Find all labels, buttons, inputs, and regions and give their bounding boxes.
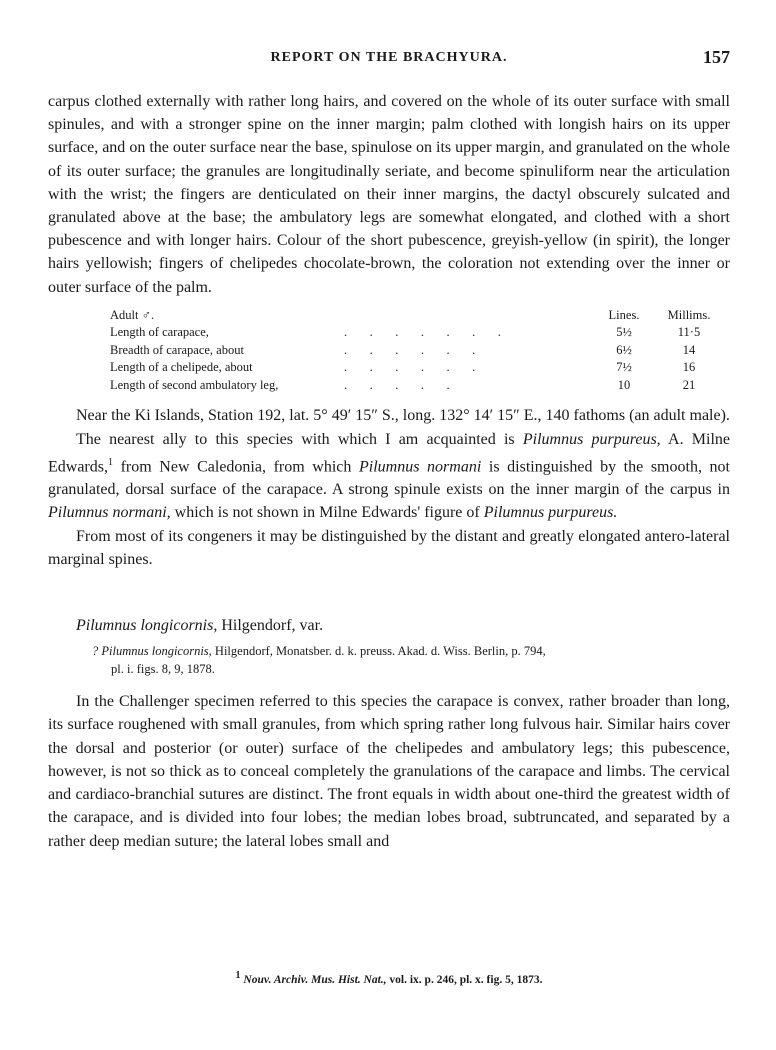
measurement-millims: 16 — [682, 360, 696, 375]
text-run: which is not shown in Milne Edwards' figure of — [170, 504, 484, 522]
measurement-row: Length of a chelipede, about . . . . . . 7½ 16 — [110, 359, 719, 377]
measurement-label: Length of second ambulatory leg, — [110, 377, 279, 392]
measurement-lines: 5½ — [616, 325, 632, 340]
text-run: The nearest ally to this species with which I am acquainted is — [76, 430, 523, 448]
measurement-lines: 7½ — [616, 360, 632, 375]
species-name: Pilumnus normani, — [48, 504, 171, 522]
measurement-header-row — [110, 307, 719, 325]
measurement-label: Length of carapace, — [110, 325, 209, 340]
measurement-lines: 10 — [617, 377, 631, 392]
measurement-row: Breadth of carapace, about . . . . . . 6½ 14 — [110, 342, 719, 360]
footnote — [48, 970, 730, 986]
measurement-millims: 21 — [682, 377, 696, 392]
species-heading — [76, 614, 730, 637]
footnote-mark: 1 — [235, 970, 241, 981]
measurement-head-label: Adult ♂. — [110, 307, 155, 322]
footnote-citation: vol. ix. p. 246, pl. x. fig. 5, 1873. — [386, 973, 543, 986]
paragraph-challenger-specimen: In the Challenger specimen referred to this species the carapace is convex, rather broader than long, its surface roughened with small granules, from which spring rather long fulvous hair. Similar hairs cover the dorsal and posterior (or outer) surface of the chelipedes and ambulatory legs; this pubescence, however, is not so thick as to conceal completely the granulations of the carapace and limbs. The cervical and cardiaco-branchial sutures are distinct. The front equals in width about one-third the greatest width of the carapace, and is divided into four lobes; the median lobes broad, subtruncated, and separated by a rather deep median suture; the lateral lobes small and — [48, 693, 730, 850]
paragraph-congeners: From most of its congeners it may be distinguished by the distant and greatly elongated antero-lateral marginal spines. — [48, 527, 730, 568]
species-heading-name: Pilumnus longicornis, — [76, 617, 218, 635]
measurement-label: Breadth of carapace, about — [110, 342, 244, 357]
synonym-citation-cont: pl. i. figs. 8, 9, 1878. — [111, 661, 215, 676]
measurement-lines: 6½ — [616, 342, 632, 357]
text-run: from New Caledonia, from which — [112, 458, 359, 476]
measurement-millims: 14 — [682, 342, 696, 357]
measurement-row: Length of second ambulatory leg, . . . . . 10 21 — [110, 377, 719, 395]
body-text — [48, 90, 730, 853]
footnote-journal: Nouv. Archiv. Mus. Hist. Nat., — [243, 973, 387, 986]
paragraph-locality: Near the Ki Islands, Station 192, lat. 5° 49′ 15″ S., long. 132° 14′ 15″ E., 140 fathoms (an adult male). — [76, 407, 730, 425]
column-header-lines: Lines. — [608, 307, 640, 322]
species-heading-author: Hilgendorf, var. — [217, 617, 324, 635]
synonymy-entry — [92, 643, 730, 678]
footnote-ref: 1 — [107, 456, 113, 468]
paragraph-description: carpus clothed externally with rather long hairs, and covered on the whole of its outer surface with small spinules, and with a stronger spine on the inner margin; palm clothed with longish hairs on its upper surface, and on the outer surface near the base, spinulose on its upper margin, and granulated on the whole of its outer surface; the granules are longitudinally seriate, and become spinuliform near the articulation with the wrist; the fingers are denticulated on their inner margins, the dactyl obscurely sulcated and granulated above at the base; the ambulatory legs are somewhat elongated, and clothed with a short pubescence and with longer hairs. Colour of the short pubescence, greyish-yellow (in spirit), the longer hairs yellowish; fingers of chelipedes chocolate-brown, the coloration not extending over the inner or outer surface of the palm. — [48, 93, 730, 296]
column-header-millims: Millims. — [667, 307, 711, 322]
species-name: Pilumnus purpureus. — [483, 504, 618, 522]
measurement-millims: 11·5 — [677, 325, 701, 340]
measurement-label: Length of a chelipede, about — [110, 360, 253, 375]
page-header — [48, 47, 730, 69]
measurement-table — [110, 307, 719, 395]
text-run: A. Milne Edwards, — [48, 430, 730, 476]
synonym-name: ? Pilumnus longicornis, — [92, 644, 212, 659]
running-title: REPORT ON THE BRACHYURA. — [270, 50, 508, 65]
measurement-row: Length of carapace, . . . . . . . 5½ 11·5 — [110, 324, 719, 342]
page-number: 157 — [703, 47, 730, 67]
species-name: Pilumnus normani — [358, 458, 482, 476]
synonym-citation: Hilgendorf, Monatsber. d. k. preuss. Akad. d. Wiss. Berlin, p. 794, — [211, 644, 546, 659]
text-run: is distinguished by the smooth, not granulated, dorsal surface of the carapace. A strong spinule exists on the inner margin of the carpus in — [48, 458, 730, 499]
paragraph-affinity — [48, 428, 730, 525]
species-name: Pilumnus purpureus, — [522, 430, 661, 448]
